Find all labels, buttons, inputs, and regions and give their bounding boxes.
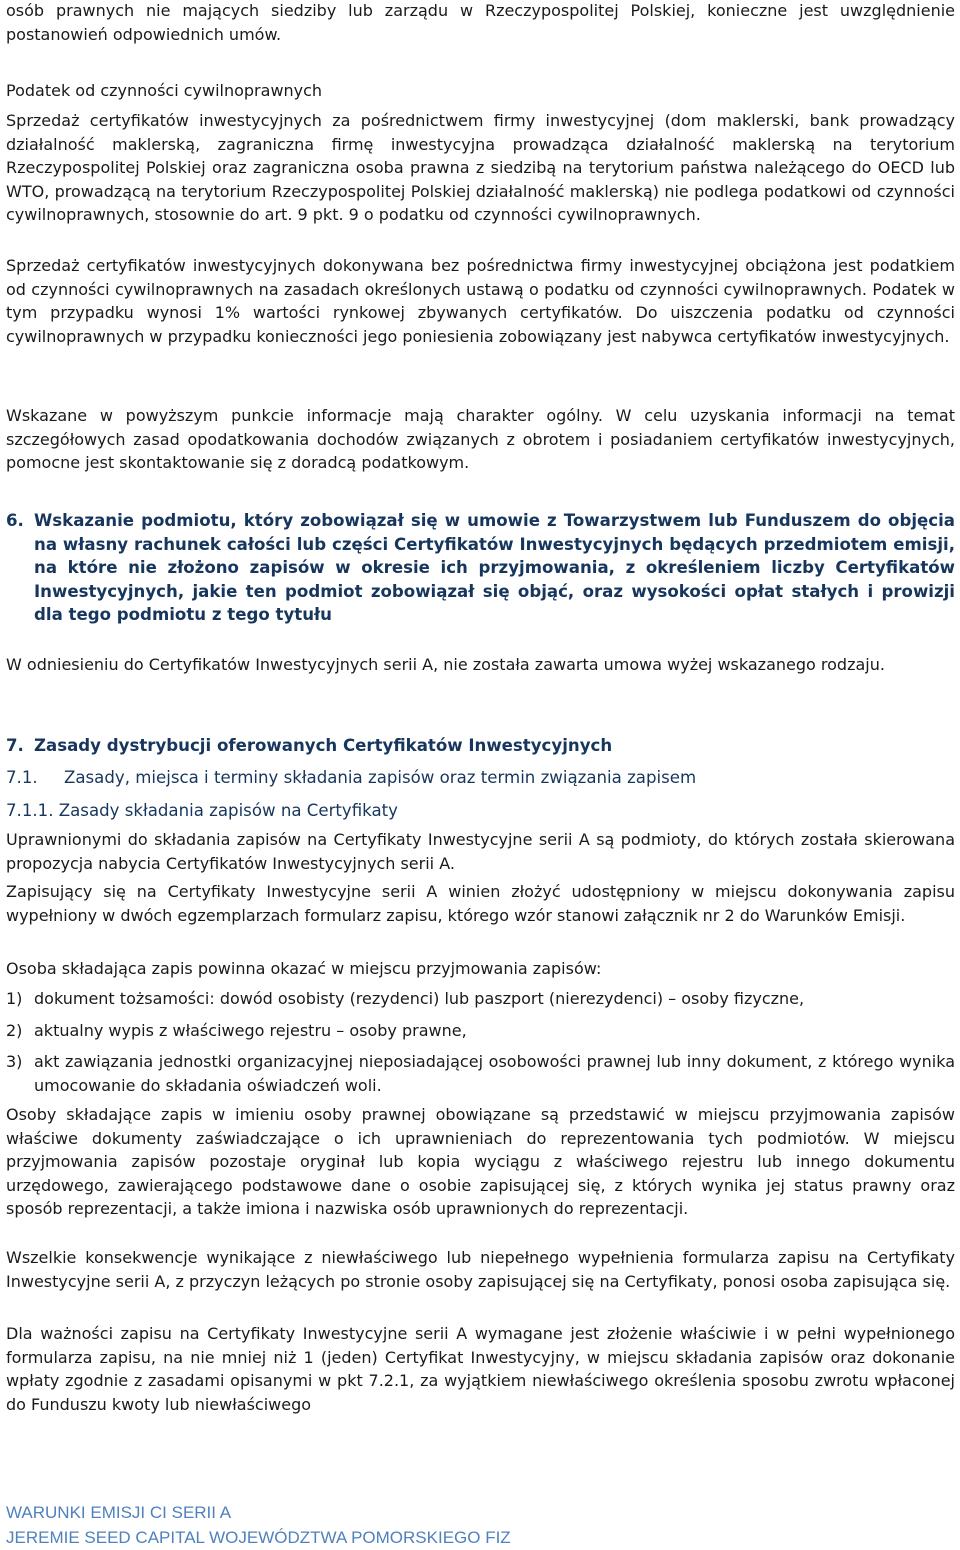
pcc-paragraph-2: Sprzedaż certyfikatów inwestycyjnych dokonywana bez pośrednictwa firmy inwestycyjnej obciążona jest podatkiem od czynności cywilnoprawnych na zasadach określonych ustawą o podatku od czynności cywilnoprawnych. Podatek w tym przypadku wynosi 1% wartości rynkowej zbywanych certyfikatów. Do uiszczenia podatku od czynności cywilnoprawnych w przypadku konieczności jego poniesienia zobowiązany jest nabywca certyfikatów inwestycyjnych. bbox=[6, 256, 955, 346]
section-7-1-heading bbox=[6, 766, 955, 790]
list-marker: 3) bbox=[6, 1052, 23, 1072]
page-footer bbox=[6, 1500, 511, 1550]
documents-list bbox=[6, 987, 955, 1097]
list-item bbox=[6, 1019, 955, 1043]
pcc-paragraph-1: Sprzedaż certyfikatów inwestycyjnych za pośrednictwem firmy inwestycyjnej (dom maklerski, bank prowadzący działalność maklerską, zagraniczna firmę inwestycyjna prowadząca działalność maklerską na terytorium Rzeczypospolitej Polskiej oraz zagraniczna osoba prawna z siedzibą na terytorium państwa należącego do OECD lub WTO, prowadzącą na terytorium Rzeczypospolitej Polskiej działalność maklerską) nie podlega podatkowi od czynności cywilnoprawnych, stosownie do art. 9 pkt. 9 o podatku od czynności cywilnoprawnych. bbox=[6, 111, 955, 225]
section-7-1-title: Zasady, miejsca i terminy składania zapisów oraz termin związania zapisem bbox=[64, 768, 697, 787]
intro-continuation: osób prawnych nie mających siedziby lub zarządu w Rzeczypospolitej Polskiej, konieczne jest uwzględnienie postanowień odpowiednich umów. bbox=[6, 1, 955, 44]
list-marker: 1) bbox=[6, 989, 23, 1008]
section-7-1-1-title: 7.1.1. Zasady składania zapisów na Certyfikaty bbox=[6, 801, 398, 820]
section-6-heading bbox=[6, 509, 955, 627]
list-item bbox=[6, 987, 955, 1011]
list-text: dokument tożsamości: dowód osobisty (rezydenci) lub paszport (nierezydenci) – osoby fizyczne, bbox=[34, 989, 805, 1008]
pcc-title: Podatek od czynności cywilnoprawnych bbox=[6, 81, 323, 100]
paragraph-show-documents: Osoba składająca zapis powinna okazać w miejscu przyjmowania zapisów: bbox=[6, 959, 602, 978]
section-7-number: 7. bbox=[6, 736, 24, 755]
paragraph-validity: Dla ważności zapisu na Certyfikaty Inwestycyjne serii A wymagane jest złożenie właściwie i w pełni wypełnionego formularza zapisu, na nie mniej niż 1 (jeden) Certyfikat Inwestycyjny, w miejscu składania zapisów oraz dokonanie wpłaty zgodnie z zasadami opisanymi w pkt 7.2.1, za wyjątkiem niewłaściwego określenia sposobu zwrotu wpłaconej do Funduszu kwoty lub niewłaściwego bbox=[6, 1324, 955, 1414]
list-text: akt zawiązania jednostki organizacyjnej nieposiadającej osobowości prawnej lub inny dokument, z którego wynika umocowanie do składania oświadczeń woli. bbox=[34, 1052, 955, 1095]
section-7-1-number: 7.1. bbox=[6, 768, 38, 787]
section-7-title: Zasady dystrybucji oferowanych Certyfikatów Inwestycyjnych bbox=[34, 736, 613, 755]
paragraph-legal-persons: Osoby składające zapis w imieniu osoby prawnej obowiązane są przedstawić w miejscu przyjmowania zapisów właściwe dokumenty zaświadczające o ich uprawnieniach do reprezentowania tych podmiotów. W miejscu przyjmowania zapisów pozostaje oryginał lub kopia wyciągu z właściwego rejestru lub innego dokumentu urzędowego, zawierającego podstawowe dane o osobie zapisującej się, z których wynika jej status prawny oraz sposób reprezentacji, a także imiona i nazwiska osób uprawnionych do reprezentacji. bbox=[6, 1105, 955, 1219]
general-note: Wskazane w powyższym punkcie informacje mają charakter ogólny. W celu uzyskania informacji na temat szczegółowych zasad opodatkowania dochodów związanych z obrotem i posiadaniem certyfikatów inwestycyjnych, pomocne jest skontaktowanie się z doradcą podatkowym. bbox=[6, 406, 955, 473]
list-text: aktualny wypis z właściwego rejestru – osoby prawne, bbox=[34, 1020, 467, 1040]
list-item bbox=[6, 1050, 955, 1097]
footer-line-1: WARUNKI EMISJI CI SERII A bbox=[6, 1503, 232, 1522]
section-6-title: Wskazanie podmiotu, który zobowiązał się w umowie z Towarzystwem lub Funduszem do objęcia na własny rachunek całości lub części Certyfikatów Inwestycyjnych będących przedmiotem emisji, na które nie złożono zapisów w okresie ich przyjmowania, z określeniem liczby Certyfikatów Inwestycyjnych, jakie ten podmiot zobowiązał się objąć, oraz wysokości opłat stałych i prowizji dla tego podmiotu z tego tytułu bbox=[34, 511, 955, 625]
list-marker: 2) bbox=[6, 1020, 23, 1040]
section-6-text: W odniesieniu do Certyfikatów Inwestycyjnych serii A, nie została zawarta umowa wyżej wskazanego rodzaju. bbox=[6, 655, 885, 674]
footer-line-2: JEREMIE SEED CAPITAL WOJEWÓDZTWA POMORSKIEGO FIZ bbox=[6, 1528, 511, 1547]
paragraph-consequences: Wszelkie konsekwencje wynikające z niewłaściwego lub niepełnego wypełnienia formularza zapisu na Certyfikaty Inwestycyjne serii A, z przyczyn leżących po stronie osoby zapisującej się na Certyfikaty, ponosi osoba zapisująca się. bbox=[6, 1248, 955, 1291]
paragraph-subscriber: Zapisujący się na Certyfikaty Inwestycyjne serii A winien złożyć udostępniony w miejscu dokonywania zapisu wypełniony w dwóch egzemplarzach formularz zapisu, którego wzór stanowi załącznik nr 2 do Warunków Emisji. bbox=[6, 882, 955, 925]
section-6-number: 6. bbox=[6, 511, 24, 530]
section-7-heading bbox=[6, 734, 955, 758]
paragraph-entitled: Uprawnionymi do składania zapisów na Certyfikaty Inwestycyjne serii A są podmioty, do których została skierowana propozycja nabycia Certyfikatów Inwestycyjnych serii A. bbox=[6, 830, 955, 873]
